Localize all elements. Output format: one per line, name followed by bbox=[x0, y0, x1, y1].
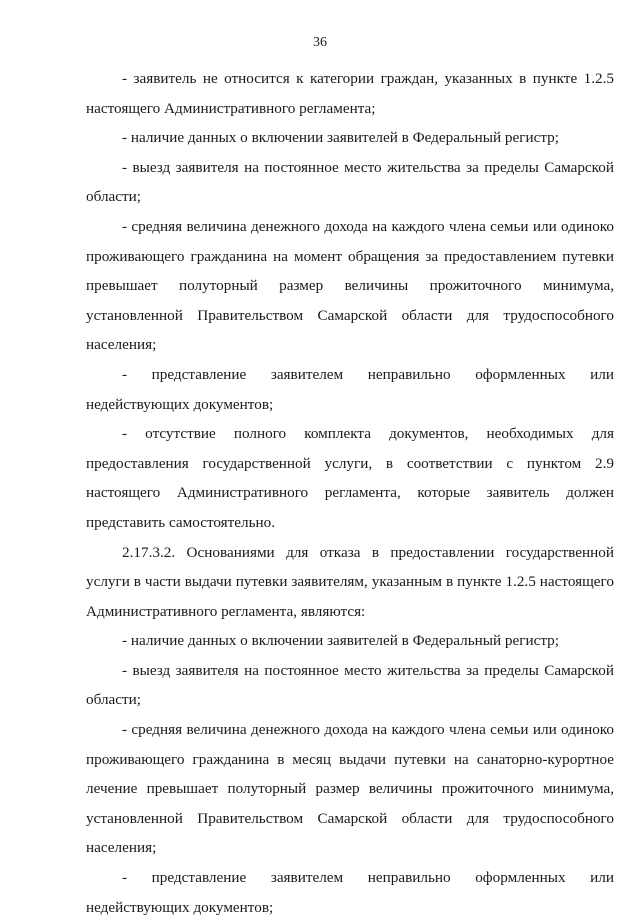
paragraph-4: - средняя величина денежного дохода на каждого члена семьи или одиноко проживающего гражданина на момент обращения за предоставлением путевки превышает полуторный размер величины прожиточного минимума, установленной Правительством Самарской области для трудоспособного населения; bbox=[86, 217, 614, 354]
paragraph-5: - представление заявителем неправильно оформленных или недействующих документов; bbox=[86, 365, 614, 413]
paragraph-2: - наличие данных о включении заявителей в Федеральный регистр; bbox=[122, 129, 559, 147]
page-number: 36 bbox=[313, 35, 327, 50]
paragraph-7: 2.17.3.2. Основаниями для отказа в предоставлении государственной услуги в части выдачи путевки заявителям, указанным в пункте 1.2.5 настоящего Административного регламента, являются: bbox=[86, 543, 614, 620]
paragraph-8: - наличие данных о включении заявителей в Федеральный регистр; bbox=[122, 632, 559, 650]
paragraph-6: - отсутствие полного комплекта документов, необходимых для предоставления государственной услуги, в соответствии с пунктом 2.9 настоящего Административного регламента, которые заявитель должен представить самостоятельно. bbox=[86, 425, 614, 531]
paragraph-10: - средняя величина денежного дохода на каждого члена семьи или одиноко проживающего гражданина в месяц выдачи путевки на санаторно-курортное лечение превышает полуторный размер величины прожиточного минимума, установленной Правительством Самарской области для трудоспособного населения; bbox=[86, 721, 614, 857]
paragraph-9: - выезд заявителя на постоянное место жительства за пределы Самарской области; bbox=[86, 661, 614, 709]
paragraph-11: - представление заявителем неправильно оформленных или недействующих документов; bbox=[86, 869, 614, 916]
document-body bbox=[86, 64, 614, 922]
paragraph-1: - заявитель не относится к категории граждан, указанных в пункте 1.2.5 настоящего Административного регламента; bbox=[86, 70, 614, 117]
paragraph-3: - выезд заявителя на постоянное место жительства за пределы Самарской области; bbox=[86, 158, 614, 206]
